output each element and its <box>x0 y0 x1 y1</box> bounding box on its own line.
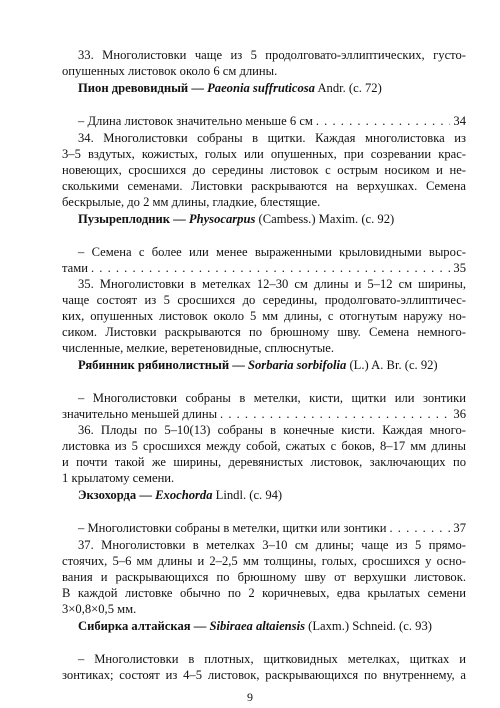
text-line: стоячих, 5–6 мм длины и 2–2,5 мм толщины, голых, сросшихся у осно- <box>62 554 466 568</box>
text-line: 36. Плоды по 5–10(13) собраны в конечные кисти. Каждая много- <box>78 423 466 437</box>
text-line: сколькими семенами. Листовки раскрываются на верхушках. Семена <box>62 179 466 193</box>
text-line: опушенных листовок около 6 см длины. <box>62 64 278 78</box>
couplet-reference: 37 <box>453 521 466 535</box>
couplet-reference: 36 <box>453 407 466 421</box>
text-line: – Многолистовки собраны в метелки, кисти, щитки или зонтики <box>78 391 466 405</box>
couplet-alternative: значительно меньшей длины . . . 36 <box>62 406 466 422</box>
text-line: 37. Многолистовки в метелках 3–10 см длины; чаще из 5 прямо- <box>78 538 466 552</box>
couplet-alternative: – Многолистовки собраны в метелки, щитки или зонтики . . . 37 <box>62 520 466 536</box>
text-line: зонтиках; состоят из 4–5 листовок, раскрывающихся по внутреннему, а <box>62 668 466 682</box>
taxon-key: Сибирка алтайская — Sibiraea altaiensis (Laxm.) Schneid. (с. 93) <box>78 619 432 633</box>
text-line: 34. Многолистовки собраны в щитки. Каждая многолистовка из <box>78 131 466 145</box>
text-line: В каждой листовке обычно по 2 коричневых, едва крылатых семени <box>62 586 466 600</box>
text-line: листовка из 5 сросшихся между собой, сжатых с боков, 8–17 мм длины <box>62 439 466 453</box>
text-line: 1 крылатому семени. <box>62 471 175 485</box>
text-line: ких, опушенных листовок около 5 мм длины, с отогнутым наружу но- <box>62 309 466 323</box>
text-line: численные, мелкие, веретеновидные, сплюснутые. <box>62 341 334 355</box>
text-line: сиком. Листовки раскрываются по брюшному шву. Семена немного- <box>62 325 466 339</box>
text-line: чаще состоят из 5 сросшихся до середины, продолговато-эллиптичес- <box>62 293 466 307</box>
taxon-key: Рябинник рябинолистный — Sorbaria sorbifolia (L.) A. Br. (с. 92) <box>78 358 438 372</box>
text-line: 35. Многолистовки в метелках 12–30 см длины и 5–12 см ширины, <box>78 277 466 291</box>
taxon-key: Экзохорда — Exochorda Lindl. (с. 94) <box>78 488 283 502</box>
text-line: 3–5 вздутых, кожистых, голых или опушенных, при созревании крас- <box>62 147 466 161</box>
text-line: – Семена с более или менее выраженными крыловидными вырос- <box>78 245 466 259</box>
couplet-reference: 35 <box>453 261 466 275</box>
text-line: – Многолистовки в плотных, щитковидных метелках, щитках и <box>78 652 466 666</box>
text-line: 3×0,8×0,5 мм. <box>62 602 137 616</box>
text-line: вания и раскрывающихся по брюшному шву от верхушки листовок. <box>62 570 466 584</box>
text-line: новеющих, сросшихся до середины листовок с острым носиком и не- <box>62 163 466 177</box>
taxon-key: Пион древовидный — Paeonia suffruticosa Andr. (с. 72) <box>78 81 382 95</box>
text-line: бескрылые, до 2 мм длины, гладкие, блестящие. <box>62 195 321 209</box>
text-line: и почти такой же ширины, деревянистых листовок, заключающих по <box>62 455 466 469</box>
text-line: 33. Многолистовки чаще из 5 продолговато-эллиптических, густо- <box>78 48 466 62</box>
couplet-alternative: – Длина листовок значительно меньше 6 см . . . 34 <box>62 113 466 129</box>
couplet-alternative: тами . . . 35 <box>62 260 466 276</box>
couplet-reference: 34 <box>453 114 466 128</box>
page-number: 9 <box>247 690 253 704</box>
taxon-key: Пузыреплодник — Physocarpus (Cambess.) Maxim. (с. 92) <box>78 212 395 226</box>
